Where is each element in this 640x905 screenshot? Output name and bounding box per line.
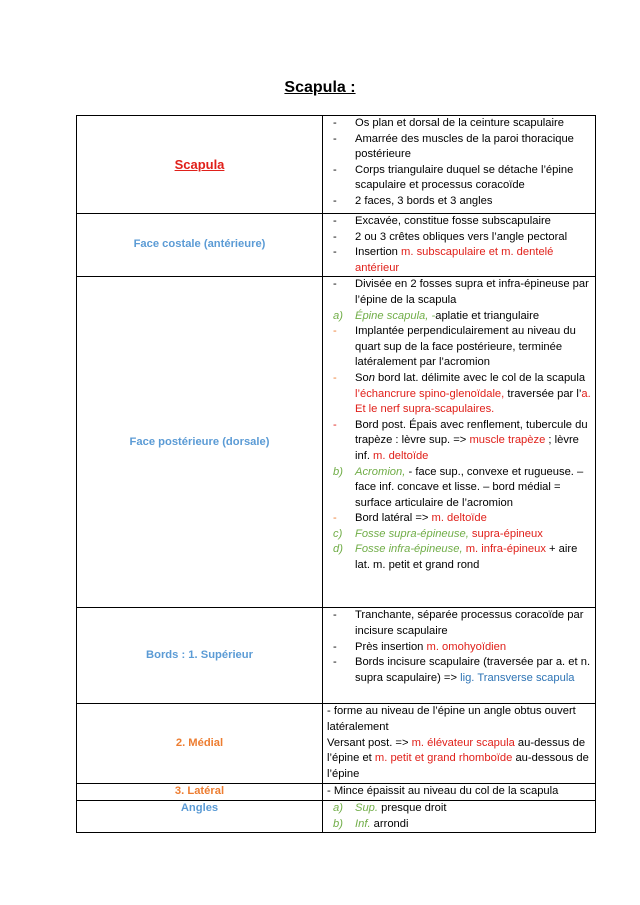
row-label-bords: Bords : 1. Supérieur	[77, 608, 323, 704]
list-item: - 2 ou 3 crêtes obliques vers l’angle pectoral	[333, 230, 568, 243]
list-item: - 2 faces, 3 bords et 3 angles	[333, 194, 493, 207]
row-content-angles	[323, 800, 596, 832]
table-row	[77, 116, 596, 214]
medial-line-1: - forme au niveau de l’épine un angle obtus ouvert latéralement	[327, 705, 576, 733]
table-row	[77, 784, 596, 801]
list-item: - Corps triangulaire duquel se détache l’épine scapulaire et processus coracoïde	[333, 163, 574, 192]
list-item: - Excavée, constitue fosse subscapulaire	[333, 215, 551, 227]
list-item: - Bord post. Épais avec renflement, tubercule du trapèze : lèvre sup. => muscle trapèze ; lèvre inf. m. deltoïde	[333, 418, 588, 462]
medial-line-2: Versant post. => m. élévateur scapula au-dessus de l’épine et m. petit et grand rhomboïde au-dessous de l’épine	[327, 736, 589, 780]
table-row	[77, 800, 596, 832]
list-item: - Son bord lat. délimite avec le col de la scapula l’échancrure spino-glenoïdale, traversée par l’a. Et le nerf supra-scapulaires.	[333, 371, 591, 416]
row-label-medial: 2. Médial	[77, 704, 323, 784]
row-content-bords	[323, 608, 596, 704]
list-item: - Tranchante, séparée processus coracoïde par incisure scapulaire	[333, 609, 584, 637]
list-item: b) Acromion, - face sup., convexe et rugueuse. – face inf. concave et lisse. – bord médial = surface articulaire de l’acromion	[333, 465, 584, 509]
list-item: - Près insertion m. omohyoïdien	[333, 640, 507, 653]
row-label-face-posterieure: Face postérieure (dorsale)	[77, 277, 323, 608]
list-item: - Bord latéral => m. deltoïde	[333, 512, 487, 525]
list-item: - Insertion m. subscapulaire et m. dentelé antérieur	[333, 246, 554, 274]
table-row	[77, 277, 596, 608]
list-item: a) Sup. presque droit	[333, 801, 447, 814]
table-row	[77, 214, 596, 277]
list-item: - Divisée en 2 fosses supra et infra-épineuse par l’épine de la scapula	[333, 278, 589, 306]
row-content-face-costale	[323, 214, 596, 277]
row-content-face-posterieure	[323, 277, 596, 608]
list-item: b) Inf. arrondi	[333, 817, 409, 830]
list-item: d) Fosse infra-épineuse, m. infra-épineux + aire lat. m. petit et grand rond	[333, 543, 578, 572]
list-item: c) Fosse supra-épineuse, supra-épineux	[333, 527, 543, 540]
row-label-face-costale: Face costale (antérieure)	[77, 214, 323, 277]
table-row	[77, 704, 596, 784]
row-label-angles: Angles	[77, 800, 323, 832]
scapula-table	[76, 115, 596, 833]
row-content-lateral: - Mince épaissit au niveau du col de la scapula	[323, 784, 596, 801]
page-title: Scapula :	[284, 79, 356, 96]
row-label-scapula: Scapula	[77, 116, 323, 214]
list-item: - Bords incisure scapulaire (traversée par a. et n. supra scapulaire) => lig. Transverse scapula	[333, 656, 591, 684]
list-item: - Implantée perpendiculairement au niveau du quart sup de la face postérieure, terminée latéralement par l’acromion	[333, 325, 576, 369]
row-content-scapula	[323, 116, 596, 214]
list-item: - Os plan et dorsal de la ceinture scapulaire	[333, 117, 564, 129]
table-row	[77, 608, 596, 704]
list-item: - Amarrée des muscles de la paroi thoracique postérieure	[333, 132, 574, 161]
row-label-lateral: 3. Latéral	[77, 784, 323, 801]
row-content-medial	[323, 704, 596, 784]
list-item: a) Épine scapula, -aplatie et triangulaire	[333, 309, 540, 322]
